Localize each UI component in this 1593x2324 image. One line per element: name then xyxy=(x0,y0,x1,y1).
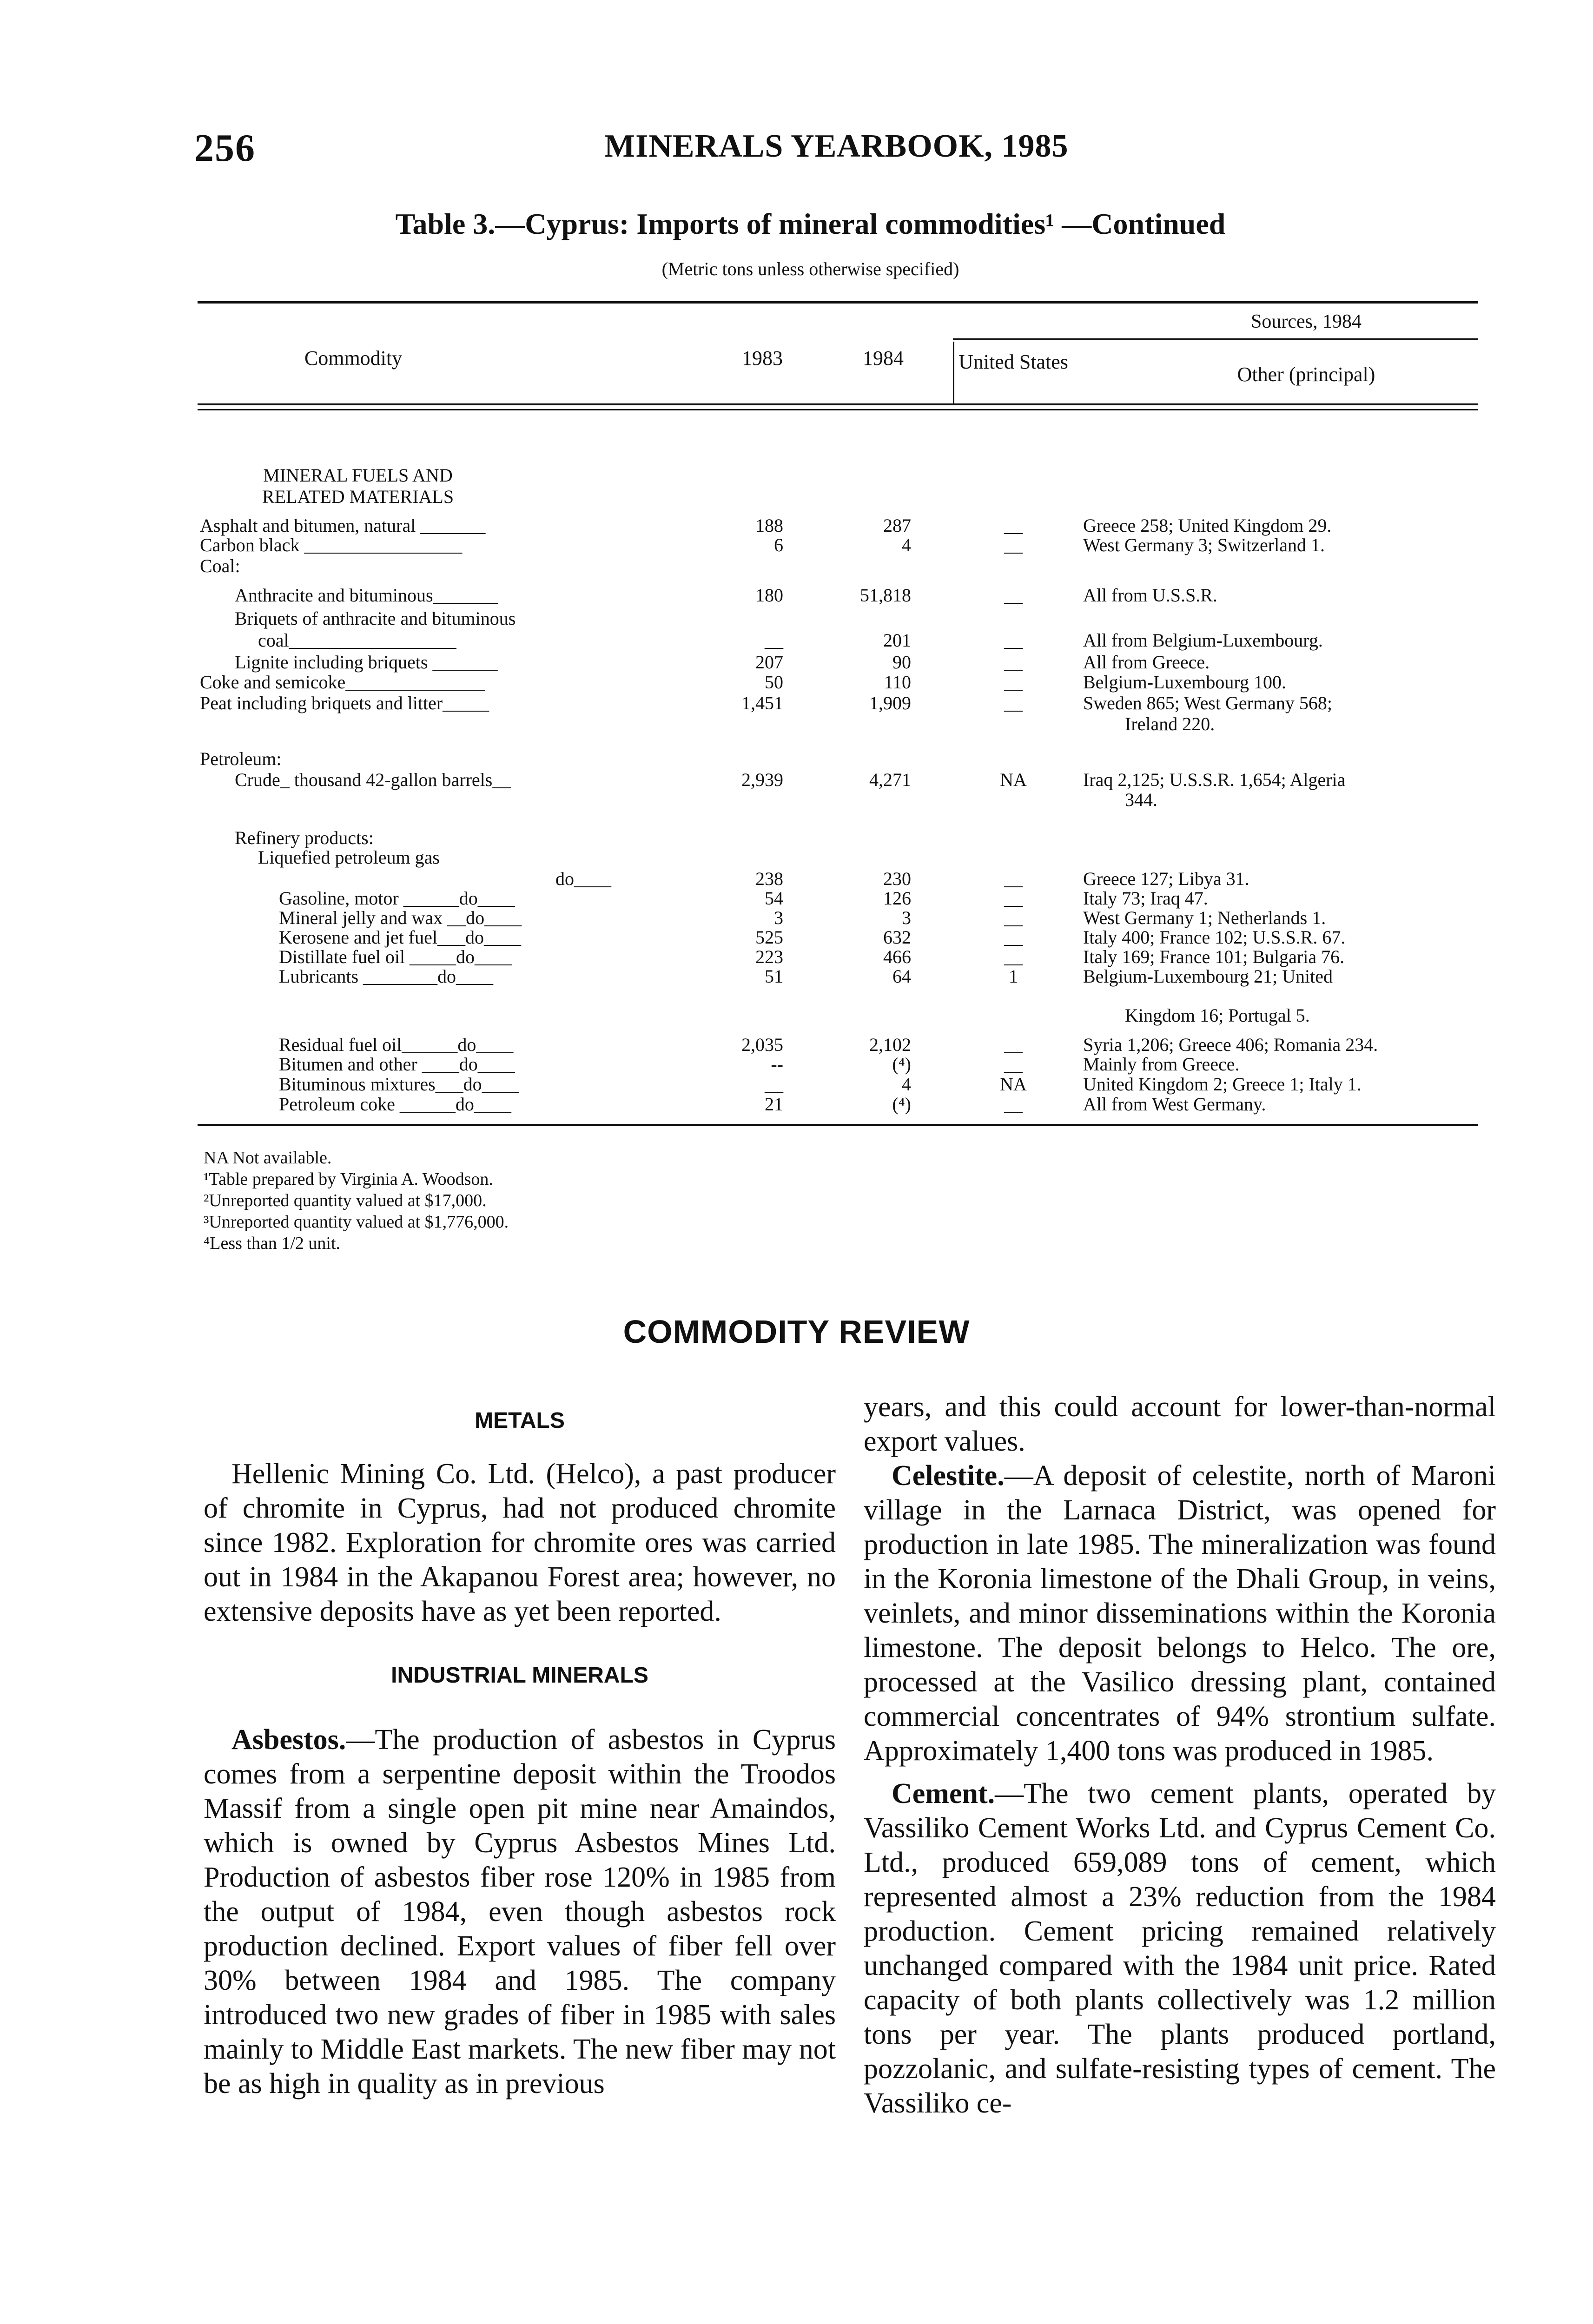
row-label: Lignite including briquets _______ xyxy=(235,652,498,673)
group-label xyxy=(0,847,1593,868)
cell-1984: 4 xyxy=(902,1074,911,1095)
cell-us: __ xyxy=(1004,946,1023,967)
cell-other: Iraq 2,125; U.S.S.R. 1,654; Algeria xyxy=(1083,769,1346,790)
table-row xyxy=(0,907,1593,929)
text-column-left xyxy=(204,1390,836,2101)
table-note: ¹Table prepared by Virginia A. Woodson. xyxy=(204,1169,493,1189)
cement-paragraph xyxy=(864,1776,1496,2120)
cell-1984: 201 xyxy=(883,630,911,651)
cell-us: __ xyxy=(1004,1034,1023,1055)
column-header-other: Other (principal) xyxy=(1237,363,1375,386)
cell-other-continued: 344. xyxy=(1125,789,1157,810)
cell-us: __ xyxy=(1004,515,1023,536)
cell-1984: (⁴) xyxy=(892,1094,911,1115)
cell-other: Italy 400; France 102; U.S.S.R. 67. xyxy=(1083,927,1346,948)
cell-us: 1 xyxy=(1009,966,1018,987)
column-header-1984: 1984 xyxy=(863,347,904,370)
cell-us: __ xyxy=(1004,672,1023,693)
table-row-continuation xyxy=(0,713,1593,735)
row-label: Lubricants ________do____ xyxy=(279,966,494,987)
header-bottom-rule-1 xyxy=(198,403,1478,405)
cement-runin: Cement. xyxy=(892,1778,995,1809)
cell-other: All from U.S.S.R. xyxy=(1083,585,1217,606)
table-row xyxy=(0,946,1593,968)
celestite-paragraph xyxy=(864,1459,1496,1768)
cell-1984: 4 xyxy=(902,535,911,555)
column-header-1983: 1983 xyxy=(742,347,783,370)
group-label xyxy=(0,827,1593,849)
table-row xyxy=(0,652,1593,673)
page-number: 256 xyxy=(194,126,256,170)
table-row xyxy=(0,515,1593,536)
cell-1983: 1,451 xyxy=(741,693,783,713)
cell-1984: (⁴) xyxy=(892,1054,911,1075)
cell-other: West Germany 3; Switzerland 1. xyxy=(1083,535,1325,555)
row-label: Coke and semicoke_______________ xyxy=(200,672,485,693)
column-header-commodity: Commodity xyxy=(304,347,403,370)
section-title-commodity-review: COMMODITY REVIEW xyxy=(623,1314,970,1350)
cell-1983: 2,939 xyxy=(741,769,783,790)
group-label xyxy=(0,555,1593,577)
cell-us: __ xyxy=(1004,693,1023,713)
running-title: MINERALS YEARBOOK, 1985 xyxy=(604,128,1069,164)
industrial-minerals-heading: INDUSTRIAL MINERALS xyxy=(391,1663,648,1688)
cell-1984: 230 xyxy=(883,868,911,889)
table-note: NA Not available. xyxy=(204,1148,332,1168)
cell-other: Belgium-Luxembourg 100. xyxy=(1083,672,1286,693)
row-label: Kerosene and jet fuel___do____ xyxy=(279,927,521,948)
table-row xyxy=(0,1074,1593,1095)
table-title: Table 3.—Cyprus: Imports of mineral commodities¹ —Continued xyxy=(395,207,1226,240)
cell-1984: 632 xyxy=(883,927,911,948)
column-header-sources: Sources, 1984 xyxy=(1251,311,1362,332)
cement-text: —The two cement plants, operated by Vassiliko Cement Works Ltd. and Cyprus Cement Co. Ltd., produced 659,089 tons of cement, which represented almost a 23% reduction from the 1984 production. Cement pricing remained relatively unchanged compared with the 1984 unit price. Rated capacity of both plants collectively was 1.2 million tons per year. The plants produced portland, pozzolanic, and sulfate-resisting types of cement. The Vassiliko ce- xyxy=(864,1778,1496,2119)
row-label: Crude_ thousand 42-gallon barrels__ xyxy=(235,769,511,790)
cell-other: Italy 169; France 101; Bulgaria 76. xyxy=(1083,946,1345,967)
table-row xyxy=(0,693,1593,714)
continued-paragraph: years, and this could account for lower-than-normal export values. xyxy=(864,1391,1496,1457)
cell-us: NA xyxy=(1000,1074,1027,1095)
cell-other: All from Greece. xyxy=(1083,652,1210,673)
cell-1984: 2,102 xyxy=(869,1034,911,1055)
table-row xyxy=(0,672,1593,693)
cell-1983: 525 xyxy=(755,927,783,948)
cell-1983: 188 xyxy=(755,515,783,536)
cell-other: All from West Germany. xyxy=(1083,1094,1266,1115)
column-header-united-states: United States xyxy=(958,350,1068,373)
cell-other: Italy 73; Iraq 47. xyxy=(1083,888,1208,909)
metals-heading: METALS xyxy=(475,1408,565,1433)
row-label: Peat including briquets and litter_____ xyxy=(200,693,489,713)
cell-1983: 223 xyxy=(755,946,783,967)
cell-other: All from Belgium-Luxembourg. xyxy=(1083,630,1323,651)
row-label: Asphalt and bitumen, natural _______ xyxy=(200,515,486,536)
cell-1984: 287 xyxy=(883,515,911,536)
cell-other: Greece 258; United Kingdom 29. xyxy=(1083,515,1332,536)
table-note: ³Unreported quantity valued at $1,776,000. xyxy=(204,1212,509,1232)
cell-other: Mainly from Greece. xyxy=(1083,1054,1240,1075)
cell-1983: 54 xyxy=(765,888,783,909)
table-note: ⁴Less than 1/2 unit. xyxy=(204,1234,340,1253)
table-row xyxy=(0,535,1593,556)
cell-1983: 51 xyxy=(765,966,783,987)
row-label: Mineral jelly and wax __do____ xyxy=(279,907,522,928)
group-label xyxy=(0,608,1593,629)
cell-1984: 3 xyxy=(902,907,911,928)
cell-1983: 50 xyxy=(765,672,783,693)
table-row xyxy=(0,1054,1593,1075)
cell-other-continued: Ireland 220. xyxy=(1125,713,1215,734)
table-top-rule xyxy=(198,301,1478,304)
table-subtitle: (Metric tons unless otherwise specified) xyxy=(661,258,959,279)
row-label: Coal: xyxy=(200,555,240,576)
cell-1983: 207 xyxy=(755,652,783,673)
celestite-runin: Celestite. xyxy=(892,1460,1005,1492)
cell-1983: 2,035 xyxy=(741,1034,783,1055)
row-label: Refinery products: xyxy=(235,827,374,848)
row-label: Anthracite and bituminous_______ xyxy=(235,585,498,606)
cell-other: West Germany 1; Netherlands 1. xyxy=(1083,907,1326,928)
cell-us: __ xyxy=(1004,1054,1023,1075)
cell-1984: 64 xyxy=(892,966,911,987)
row-label: do____ xyxy=(555,868,611,889)
cell-other: United Kingdom 2; Greece 1; Italy 1. xyxy=(1083,1074,1362,1095)
cell-other: Belgium-Luxembourg 21; United xyxy=(1083,966,1333,987)
cell-us: NA xyxy=(1000,769,1027,790)
table-row xyxy=(0,769,1593,791)
cell-1984: 90 xyxy=(892,652,911,673)
table-row xyxy=(0,985,1593,1007)
cell-other-continued: Kingdom 16; Portugal 5. xyxy=(1125,1005,1310,1026)
cell-us: __ xyxy=(1004,868,1023,889)
celestite-text: —A deposit of celestite, north of Maroni village in the Larnaca District, was opened for production in late 1985. The mineralization was found in the Koronia limestone of the Dhali Group, in veins, veinlets, and minor disseminations within the Koronia limestone. The deposit belongs to Helco. The ore, processed at the Vasilico dressing plant, contained commercial concentrates of 94% strontium sulfate. Approximately 1,400 tons was produced in 1985. xyxy=(864,1460,1496,1767)
table-note: ²Unreported quantity valued at $17,000. xyxy=(204,1191,487,1210)
cell-1983: 3 xyxy=(774,907,783,928)
table-row xyxy=(0,868,1593,890)
cell-us: __ xyxy=(1004,1094,1023,1115)
header-bottom-rule-2 xyxy=(198,409,1478,410)
row-label: Petroleum coke ______do____ xyxy=(279,1094,511,1115)
cell-other: Greece 127; Libya 31. xyxy=(1083,868,1249,889)
table-row xyxy=(0,585,1593,606)
cell-us: __ xyxy=(1004,535,1023,555)
cell-1983: __ xyxy=(765,1074,783,1095)
cell-1983: 6 xyxy=(774,535,783,555)
row-label: Petroleum: xyxy=(200,748,282,769)
asbestos-runin: Asbestos. xyxy=(231,1724,346,1756)
cell-1983: 180 xyxy=(755,585,783,606)
table-row-continuation xyxy=(0,789,1593,811)
metals-paragraph: Hellenic Mining Co. Ltd. (Helco), a past producer of chromite in Cyprus, had not produced chromite since 1982. Exploration for chromite ores was carried out in 1984 in the Akapanou Forest area; however, no extensive deposits have as yet been reported. xyxy=(204,1458,836,1627)
table-row xyxy=(0,1094,1593,1115)
asbestos-paragraph xyxy=(204,1723,836,2101)
cell-1984: 1,909 xyxy=(869,693,911,713)
sources-rule xyxy=(953,338,1478,340)
row-label: Residual fuel oil______do____ xyxy=(279,1034,514,1055)
table-row-continuation xyxy=(0,1005,1593,1026)
cell-1984: 51,818 xyxy=(860,585,911,606)
row-label: Liquefied petroleum gas xyxy=(258,847,440,868)
cell-1984: 466 xyxy=(883,946,911,967)
cell-1983: 21 xyxy=(765,1094,783,1115)
row-label: Distillate fuel oil _____do____ xyxy=(279,946,512,967)
cell-1984: 110 xyxy=(884,672,911,693)
table-row xyxy=(0,888,1593,909)
cell-us: __ xyxy=(1004,630,1023,651)
row-label: Briquets of anthracite and bituminous xyxy=(235,608,516,629)
table-row xyxy=(0,966,1593,987)
cell-us: __ xyxy=(1004,907,1023,928)
section-heading: MINERAL FUELS AND RELATED MATERIALS xyxy=(262,465,454,507)
group-label xyxy=(0,748,1593,770)
row-label: Bitumen and other ____do____ xyxy=(279,1054,515,1075)
row-label: Bituminous mixtures___do____ xyxy=(279,1074,519,1095)
table-row xyxy=(0,1034,1593,1056)
cell-us: __ xyxy=(1004,585,1023,606)
cell-us: __ xyxy=(1004,652,1023,673)
cell-1984: 126 xyxy=(883,888,911,909)
row-label: coal__________________ xyxy=(258,630,456,651)
cell-us: __ xyxy=(1004,888,1023,909)
cell-other: Syria 1,206; Greece 406; Romania 234. xyxy=(1083,1034,1378,1055)
row-label: Gasoline, motor ______do____ xyxy=(279,888,515,909)
table-bottom-rule xyxy=(198,1124,1478,1126)
cell-us: __ xyxy=(1004,927,1023,948)
cell-1983: -- xyxy=(771,1054,783,1075)
table-row xyxy=(0,630,1593,651)
table-row xyxy=(0,927,1593,948)
cell-1983: __ xyxy=(765,630,783,651)
row-label: Carbon black _________________ xyxy=(200,535,463,555)
cell-1984: 4,271 xyxy=(869,769,911,790)
cell-other: Sweden 865; West Germany 568; xyxy=(1083,693,1332,713)
text-column-right xyxy=(864,1390,1496,2120)
cell-1983: 238 xyxy=(755,868,783,889)
asbestos-text: —The production of asbestos in Cyprus comes from a serpentine deposit within the Troodos Massif from a single open pit mine near Amaindos, which is owned by Cyprus Asbestos Mines Ltd. Production of asbestos fiber rose 120% in 1985 from the output of 1984, even though asbestos rock production declined. Export values of fiber fell over 30% between 1984 and 1985. The company introduced two new grades of fiber in 1985 with sales mainly to Middle East markets. The new fiber may not be as high in quality as in previous xyxy=(204,1724,836,2100)
